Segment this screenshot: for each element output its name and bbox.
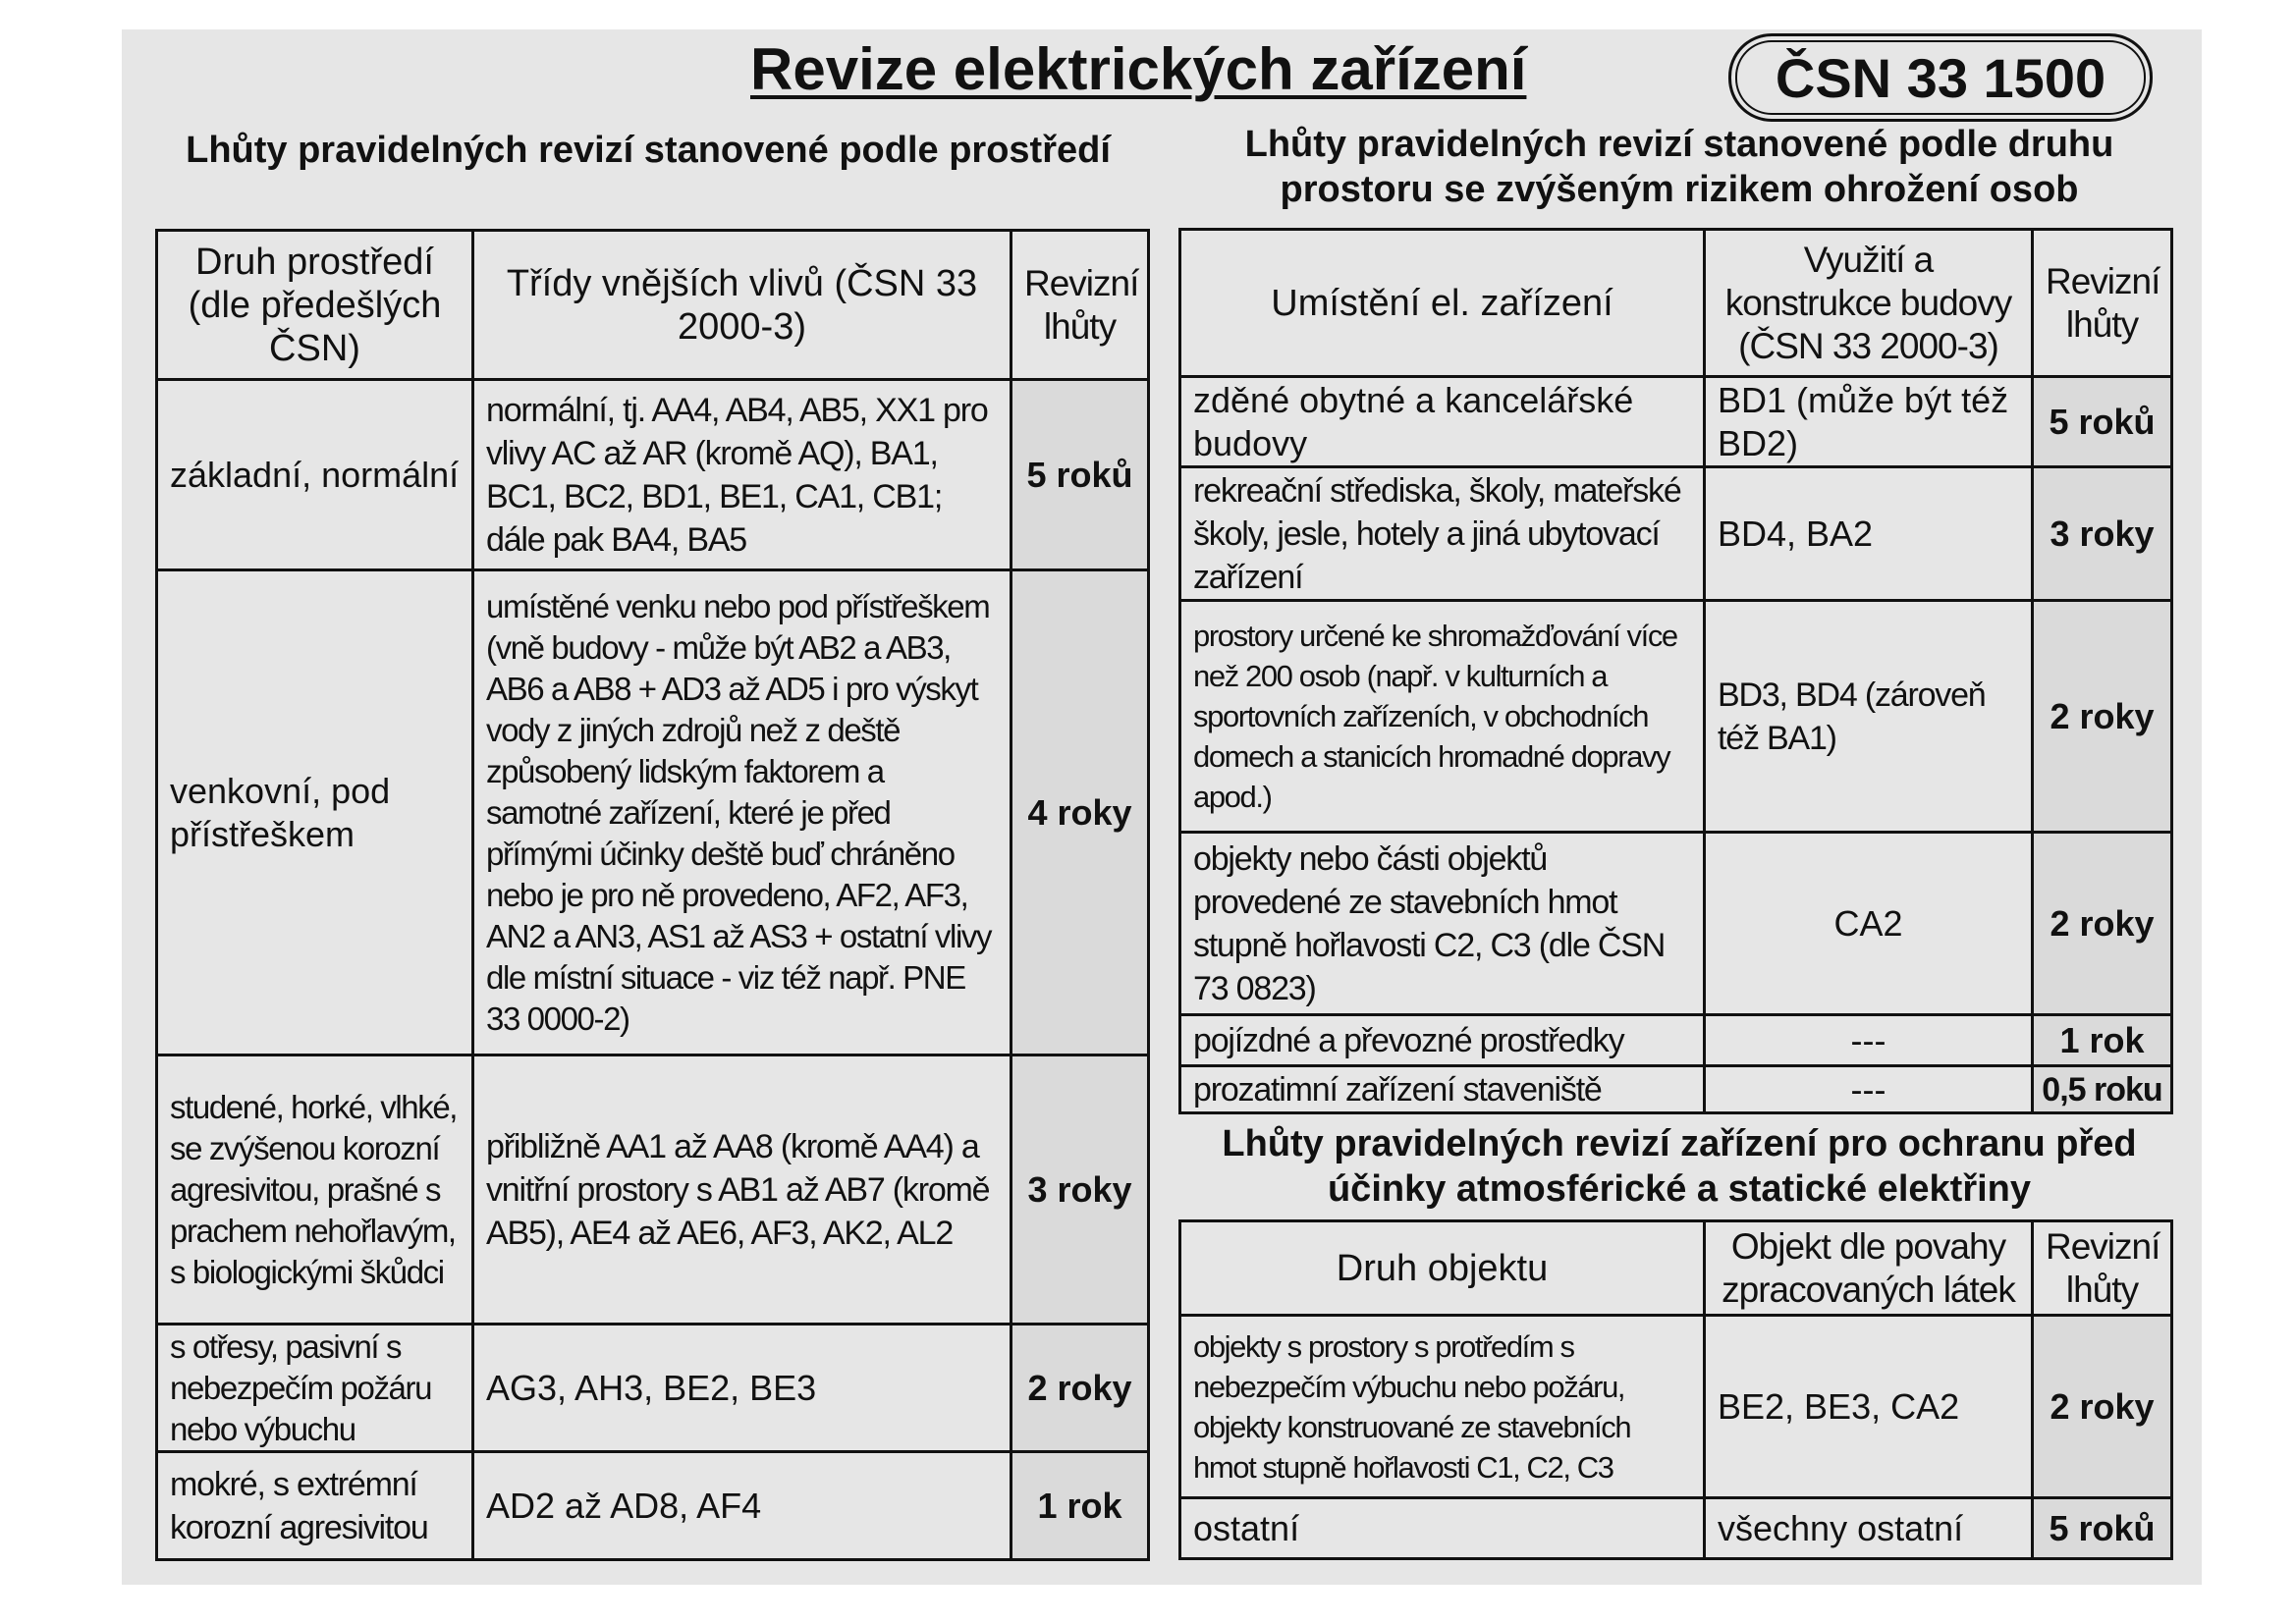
installation-location: rekreační střediska, školy, mateřské školy, jesle, hotely a jiná ubytovací zařízení bbox=[1180, 467, 1705, 601]
table-row bbox=[1180, 833, 2172, 1015]
revision-period: 3 roky bbox=[2033, 467, 2172, 601]
table-row bbox=[1180, 1066, 2172, 1113]
influence-classes: AD2 až AD8, AF4 bbox=[473, 1452, 1011, 1560]
table-row bbox=[1180, 467, 2172, 601]
table-row bbox=[1180, 601, 2172, 833]
column-header: Druh prostředí (dle předešlých ČSN) bbox=[157, 231, 473, 380]
risk-area-table bbox=[1178, 228, 2173, 1114]
lightning-protection-table bbox=[1178, 1219, 2173, 1560]
column-header: Objekt dle povahy zpracovaných látek bbox=[1705, 1221, 2033, 1316]
risk-table-heading: Lhůty pravidelných revizí stanovené podle druhu prostoru se zvýšeným rizikem ohrožení osob bbox=[1244, 124, 2114, 210]
revision-period: 0,5 roku bbox=[2033, 1066, 2172, 1113]
revision-period: 5 roků bbox=[2033, 1498, 2172, 1559]
object-type: ostatní bbox=[1180, 1498, 1705, 1559]
building-use: BD3, BD4 (zároveň též BA1) bbox=[1705, 601, 2033, 833]
column-header: Třídy vnějších vlivů (ČSN 33 2000-3) bbox=[473, 231, 1011, 380]
revision-period: 4 roky bbox=[1011, 570, 1149, 1055]
table-header-row bbox=[1180, 230, 2172, 377]
table-row bbox=[157, 570, 1149, 1055]
environment-type: základní, normální bbox=[157, 380, 473, 570]
column-header: Revizní lhůty bbox=[2033, 1221, 2172, 1316]
revision-period: 3 roky bbox=[1011, 1055, 1149, 1325]
page-title: Revize elektrických zařízení bbox=[750, 36, 1527, 102]
installation-location: zděné obytné a kancelářské budovy bbox=[1180, 377, 1705, 467]
building-use: --- bbox=[1705, 1015, 2033, 1066]
revision-period: 1 rok bbox=[2033, 1015, 2172, 1066]
installation-location: prozatimní zařízení staveniště bbox=[1180, 1066, 1705, 1113]
left-table-heading: Lhůty pravidelných revizí stanovené podle prostředí bbox=[186, 130, 1111, 171]
table-row bbox=[1180, 1316, 2172, 1498]
column-header: Druh objektu bbox=[1180, 1221, 1705, 1316]
table-row bbox=[157, 380, 1149, 570]
influence-classes: normální, tj. AA4, AB4, AB5, XX1 pro vlivy AC až AR (kromě AQ), BA1, BC1, BC2, BD1, BE1, CA1, CB1; dále pak BA4, BA5 bbox=[473, 380, 1011, 570]
influence-classes: AG3, AH3, BE2, BE3 bbox=[473, 1325, 1011, 1452]
environment-table bbox=[155, 229, 1150, 1561]
installation-location: pojízdné a převozné prostředky bbox=[1180, 1015, 1705, 1066]
object-substances: BE2, BE3, CA2 bbox=[1705, 1316, 2033, 1498]
building-use: CA2 bbox=[1705, 833, 2033, 1015]
table-row bbox=[157, 1452, 1149, 1560]
lightning-table-heading: Lhůty pravidelných revizí zařízení pro ochranu před účinky atmosférické a statické elektřiny bbox=[1222, 1123, 2137, 1210]
environment-type: s otřesy, pasivní s nebezpečím požáru nebo výbuchu bbox=[157, 1325, 473, 1452]
environment-type: venkovní, pod přístřeškem bbox=[157, 570, 473, 1055]
standard-badge: ČSN 33 1500 bbox=[1728, 33, 2153, 122]
environment-type: studené, horké, vlhké, se zvýšenou korozní agresivitou, prašné s prachem nehořlavým, s biologickými škůdci bbox=[157, 1055, 473, 1325]
table-row bbox=[157, 1325, 1149, 1452]
table-header-row bbox=[157, 231, 1149, 380]
column-header: Revizní lhůty bbox=[1011, 231, 1149, 380]
table-header-row bbox=[1180, 1221, 2172, 1316]
table-row bbox=[1180, 1498, 2172, 1559]
column-header: Využití a konstrukce budovy (ČSN 33 2000-3) bbox=[1705, 230, 2033, 377]
installation-location: objekty nebo části objektů provedené ze stavebních hmot stupně hořlavosti C2, C3 (dle ČSN 73 0823) bbox=[1180, 833, 1705, 1015]
revision-period: 5 roků bbox=[1011, 380, 1149, 570]
revision-period: 2 roky bbox=[2033, 601, 2172, 833]
building-use: BD1 (může být též BD2) bbox=[1705, 377, 2033, 467]
influence-classes: přibližně AA1 až AA8 (kromě AA4) a vnitřní prostory s AB1 až AB7 (kromě AB5), AE4 až AE6, AF3, AK2, AL2 bbox=[473, 1055, 1011, 1325]
revision-period: 1 rok bbox=[1011, 1452, 1149, 1560]
environment-type: mokré, s extrémní korozní agresivitou bbox=[157, 1452, 473, 1560]
revision-period: 2 roky bbox=[2033, 1316, 2172, 1498]
revision-period: 2 roky bbox=[2033, 833, 2172, 1015]
installation-location: prostory určené ke shromažďování více než 200 osob (např. v kulturních a sportovních zařízeních, v obchodních domech a stanicích hromadné dopravy apod.) bbox=[1180, 601, 1705, 833]
revision-period: 2 roky bbox=[1011, 1325, 1149, 1452]
building-use: BD4, BA2 bbox=[1705, 467, 2033, 601]
object-type: objekty s prostory s protředím s nebezpečím výbuchu nebo požáru, objekty konstruované ze stavebních hmot stupně hořlavosti C1, C2, C3 bbox=[1180, 1316, 1705, 1498]
column-header: Revizní lhůty bbox=[2033, 230, 2172, 377]
table-row bbox=[157, 1055, 1149, 1325]
table-row bbox=[1180, 1015, 2172, 1066]
column-header: Umístění el. zařízení bbox=[1180, 230, 1705, 377]
table-row bbox=[1180, 377, 2172, 467]
object-substances: všechny ostatní bbox=[1705, 1498, 2033, 1559]
revision-period: 5 roků bbox=[2033, 377, 2172, 467]
building-use: --- bbox=[1705, 1066, 2033, 1113]
influence-classes: umístěné venku nebo pod přístřeškem (vně budovy - může být AB2 a AB3, AB6 a AB8 + AD3 až AD5 i pro výskyt vody z jiných zdrojů než z deště způsobený lidským faktorem a samotné zařízení, které je před přímými účinky deště buď chráněno nebo je pro ně provedeno, AF2, AF3, AN2 a AN3, AS1 až AS3 + ostatní vlivy dle místní situace - viz též např. PNE 33 0000-2) bbox=[473, 570, 1011, 1055]
